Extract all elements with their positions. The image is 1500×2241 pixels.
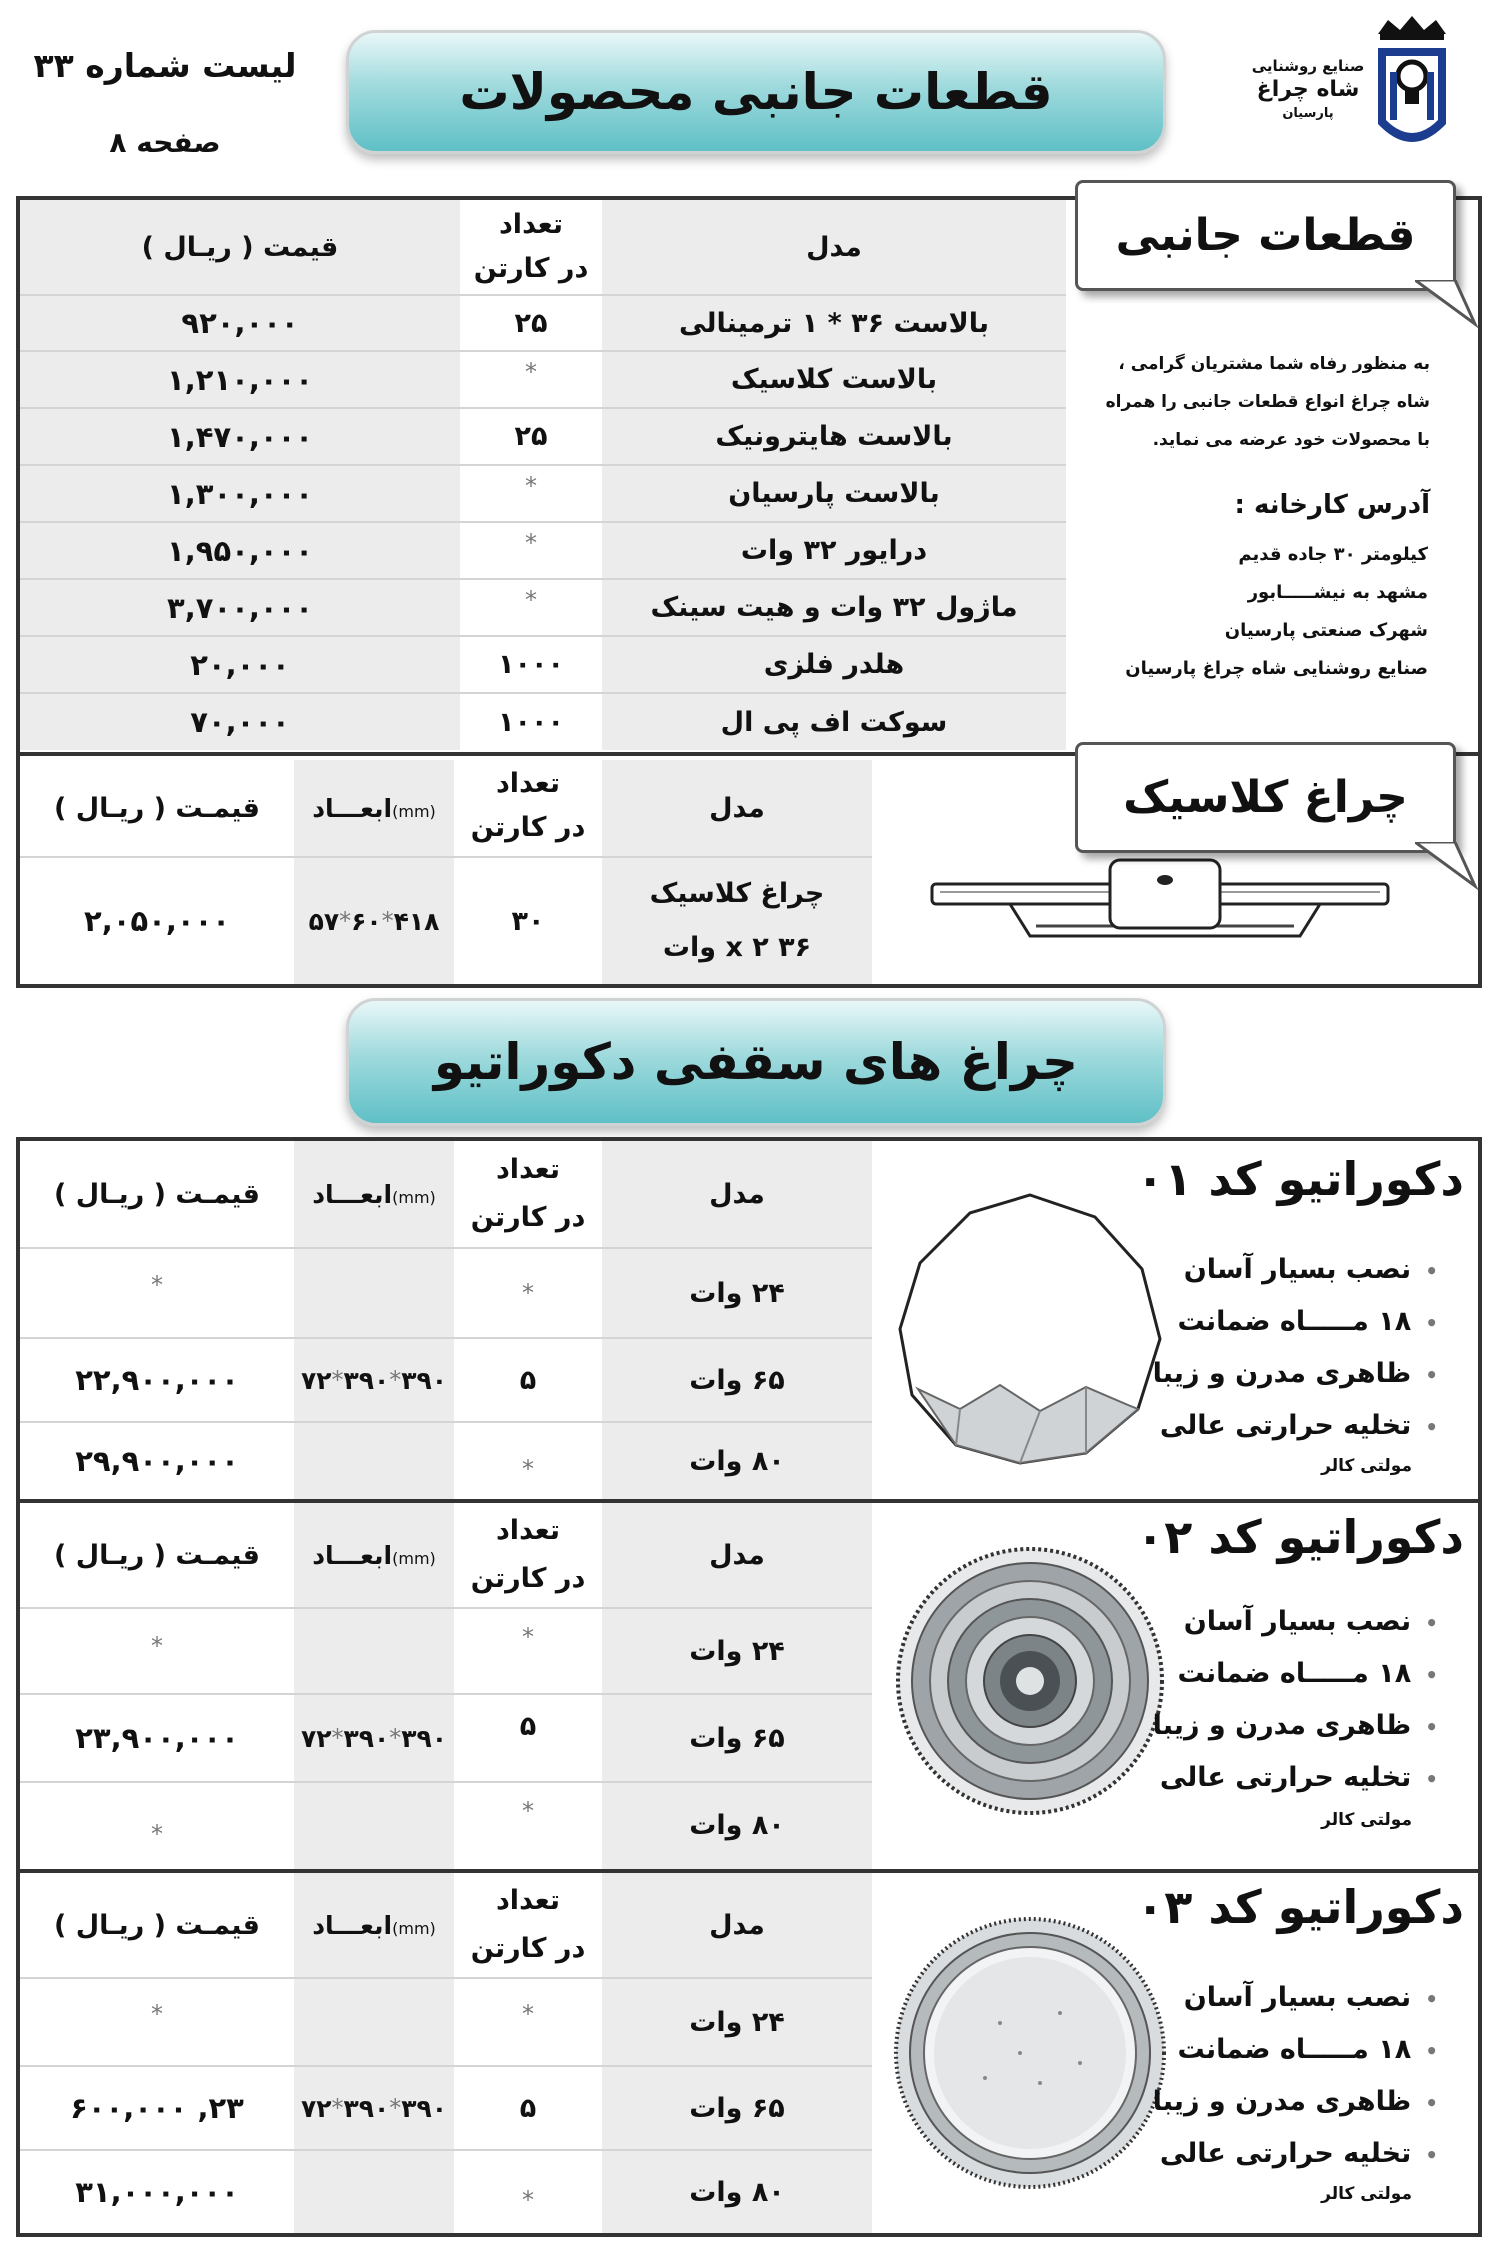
table-cell-price: ۷۰,۰۰۰ xyxy=(190,705,290,739)
table-cell-count: * xyxy=(525,358,537,386)
product-title: دکوراتیو کد ۰۳ xyxy=(1136,1880,1464,1934)
table-cell-count: ۱۰۰۰ xyxy=(498,649,564,680)
dim-height: ۷۲ xyxy=(300,1365,332,1395)
dim-width: ۶۰ xyxy=(351,906,382,936)
table-cell-model: ۸۰ وات xyxy=(689,1809,785,1841)
header-count xyxy=(454,1873,602,1977)
table-cell-price: * xyxy=(151,1632,163,1660)
feature-item: • ظاهری مدرن و زیبا xyxy=(1153,2076,1438,2128)
table-cell-price: ۲۳, ۶۰۰,۰۰۰ xyxy=(70,2091,244,2125)
table-cell-price: ۲۹,۹۰۰,۰۰۰ xyxy=(75,1444,239,1478)
table-cell-model: هلدر فلزی xyxy=(763,649,905,680)
feature-item: • ۱۸ مـــــاه ضمانت xyxy=(1153,2024,1438,2076)
feature-list xyxy=(1153,1972,1438,2180)
table-cell-model: بالاست ۳۶ * ۱ ترمینالی xyxy=(679,307,989,339)
dim-length: ۴۱۸ xyxy=(393,906,440,936)
table-cell-count: ۳۰ xyxy=(511,905,545,937)
table-cell-model: ۶۵ وات xyxy=(689,1364,785,1396)
address-line: کیلومتر ۳۰ جاده قدیم xyxy=(1238,544,1428,565)
address-line: مشهد به نیشـــــابور xyxy=(1247,582,1428,603)
feature-item: • ظاهری مدرن و زیبا xyxy=(1153,1348,1438,1400)
accessories-callout-label: قطعات جانبی xyxy=(1115,210,1416,261)
header-count-line1: تعداد xyxy=(495,1154,561,1185)
callout-tail-icon xyxy=(1415,842,1485,892)
feature-item: • نصب بسیار آسان xyxy=(1153,1972,1438,2024)
header-count-line2: در کارتن xyxy=(470,1202,586,1233)
header-count-line1: تعداد xyxy=(495,768,561,799)
header-model: مدل xyxy=(709,1178,765,1210)
table-cell-count: * xyxy=(525,586,537,614)
header-price: قیمـت ( ریـال ) xyxy=(54,1539,260,1571)
dims-label: ابعـــاد xyxy=(312,793,393,823)
header-count xyxy=(454,756,602,856)
multicolor-label: مولتی کالر xyxy=(1321,1810,1412,1830)
table-cell-count: * xyxy=(522,1455,534,1483)
section-banner xyxy=(346,998,1166,1126)
table-cell-model: ۲۴ وات xyxy=(689,1277,785,1309)
table-cell-dims: ۳۹۰ * ۳۹۰ * ۷۲ xyxy=(300,1723,448,1753)
table-cell-dims: ۴۱۸ * ۶۰ * ۵۷ xyxy=(308,906,440,936)
header-count xyxy=(454,1141,602,1247)
header-price: قیمـت ( ریـال ) xyxy=(54,792,260,824)
header-dims xyxy=(294,1141,454,1247)
header-price: قیمـت ( ریـال ) xyxy=(54,1178,260,1210)
table-cell-model xyxy=(602,858,872,984)
dims-unit: (mm) xyxy=(392,801,436,821)
table-cell-model: بالاست پارسیان xyxy=(728,478,940,509)
header-dims xyxy=(294,760,454,856)
dim-length: ۳۹۰ xyxy=(401,1365,448,1395)
dim-width: ۳۹۰ xyxy=(343,1365,390,1395)
header-model: مدل xyxy=(709,1539,765,1571)
table-cell-count: ۲۵ xyxy=(514,307,548,339)
dims-label: ابعـــاد xyxy=(312,1910,393,1940)
table-cell-count: * xyxy=(522,1797,534,1825)
page-title: قطعات جانبی محصولات xyxy=(459,63,1053,121)
multicolor-label: مولتی کالر xyxy=(1321,1456,1412,1476)
feature-item: • ۱۸ مـــــاه ضمانت xyxy=(1153,1648,1438,1700)
table-cell-model: ۸۰ وات xyxy=(689,2176,785,2208)
address-text xyxy=(1080,536,1428,688)
header-price: قیمت ( ریـال ) xyxy=(141,231,339,263)
table-cell-count: ۱۰۰۰ xyxy=(498,706,564,738)
dims-unit: (mm) xyxy=(392,1187,436,1207)
dim-height: ۷۲ xyxy=(300,2093,332,2123)
product-title: دکوراتیو کد ۰۲ xyxy=(1136,1510,1464,1564)
table-cell-model: ۲۴ وات xyxy=(689,2006,785,2038)
table-cell-price: ۱,۲۱۰,۰۰۰ xyxy=(167,362,313,397)
callout-tail-icon xyxy=(1415,280,1485,330)
table-cell-dims: ۳۹۰ * ۳۹۰ * ۷۲ xyxy=(300,2093,448,2123)
classic-callout-label: چراغ کلاسیک xyxy=(1123,772,1408,823)
table-cell-price: ۲۳,۹۰۰,۰۰۰ xyxy=(75,1721,239,1755)
table-cell-count: ۵ xyxy=(519,2092,537,2124)
decorative-02-image xyxy=(890,1541,1170,1821)
address-line: صنایع روشنایی شاه چراغ پارسیان xyxy=(1125,658,1428,679)
model-line1: چراغ کلاسیک xyxy=(649,878,825,909)
table-cell-model: سوکت اف پی ال xyxy=(720,706,948,738)
header-count-line2: در کارتن xyxy=(470,1933,586,1964)
table-cell-price: ۱,۹۵۰,۰۰۰ xyxy=(167,533,313,568)
header-price: قیمـت ( ریـال ) xyxy=(54,1909,260,1941)
table-cell-count: ۵ xyxy=(519,1710,537,1742)
header-count-line2: در کارتن xyxy=(470,1563,586,1594)
table-cell-model: ۶۵ وات xyxy=(689,1722,785,1754)
logo-line-2: شاه چراغ xyxy=(1256,77,1360,102)
table-cell-count: ۲۵ xyxy=(514,421,548,452)
table-cell-dims: ۳۹۰ * ۳۹۰ * ۷۲ xyxy=(300,1365,448,1395)
header-count-line2: در کارتن xyxy=(473,253,589,284)
dims-unit: (mm) xyxy=(392,1918,436,1938)
table-cell-model: درایور ۳۲ وات xyxy=(740,535,928,566)
product-title: دکوراتیو کد ۰۱ xyxy=(1136,1152,1464,1206)
table-cell-model: بالاست هایترونیک xyxy=(715,421,953,452)
table-cell-price: ۲۲,۹۰۰,۰۰۰ xyxy=(75,1363,239,1397)
model-line2: ۳۶ x ۲ وات xyxy=(662,932,812,963)
table-cell-price: ۲۰,۰۰۰ xyxy=(190,647,290,682)
header-count-line1: تعداد xyxy=(495,1885,561,1916)
table-cell-count: * xyxy=(522,2186,534,2214)
feature-list xyxy=(1153,1596,1438,1804)
table-cell-count: * xyxy=(525,472,537,500)
feature-item: • تخلیه حرارتی عالی xyxy=(1153,2128,1438,2180)
table-cell-count: * xyxy=(522,1623,534,1651)
feature-item: • نصب بسیار آسان xyxy=(1153,1244,1438,1296)
decorative-03-image xyxy=(890,1913,1170,2193)
address-line: شهرک صنعتی پارسیان xyxy=(1224,620,1428,641)
list-number: لیست شماره ۳۳ xyxy=(33,46,297,85)
feature-item: • ظاهری مدرن و زیبا xyxy=(1153,1700,1438,1752)
table-cell-count: * xyxy=(525,529,537,557)
title-banner xyxy=(346,30,1166,154)
classic-lamp-image xyxy=(920,840,1400,970)
header-model: مدل xyxy=(806,231,862,263)
dims-label: ابعـــاد xyxy=(312,1179,393,1209)
header-count xyxy=(454,1503,602,1607)
dims-unit: (mm) xyxy=(392,1548,436,1568)
dims-label: ابعـــاد xyxy=(312,1540,393,1570)
table-cell-price: ۱,۴۷۰,۰۰۰ xyxy=(167,419,313,454)
table-cell-price: ۲,۰۵۰,۰۰۰ xyxy=(84,904,230,938)
feature-item: • نصب بسیار آسان xyxy=(1153,1596,1438,1648)
page-number: صفحه ۸ xyxy=(109,126,221,159)
dim-height: ۷۲ xyxy=(300,1723,332,1753)
table-cell-model: بالاست کلاسیک xyxy=(730,364,938,395)
header-count-line1: تعداد xyxy=(495,1515,561,1546)
header-count-line1: تعداد xyxy=(498,209,564,240)
header-count xyxy=(460,200,602,294)
table-cell-model: ۲۴ وات xyxy=(689,1635,785,1667)
table-cell-count: * xyxy=(522,1279,534,1307)
dim-width: ۳۹۰ xyxy=(343,2093,390,2123)
table-cell-price: * xyxy=(151,2000,163,2028)
accessories-callout xyxy=(1075,180,1456,291)
header-dims xyxy=(294,1503,454,1607)
table-cell-price: * xyxy=(151,1271,163,1299)
table-cell-price: ۳۱,۰۰۰,۰۰۰ xyxy=(75,2175,239,2209)
logo-line-3: پارسیان xyxy=(1282,106,1334,121)
header-dims xyxy=(294,1873,454,1977)
table-cell-price: ۳,۷۰۰,۰۰۰ xyxy=(167,590,313,625)
table-cell-price: * xyxy=(151,1820,163,1848)
address-title: آدرس کارخانه : xyxy=(1234,490,1430,520)
header-model: مدل xyxy=(709,1909,765,1941)
header-model: مدل xyxy=(709,792,765,824)
dim-height: ۵۷ xyxy=(308,906,340,936)
table-cell-model: ۶۵ وات xyxy=(689,2092,785,2124)
intro-text xyxy=(1080,345,1430,459)
table-cell-price: ۱,۳۰۰,۰۰۰ xyxy=(167,476,313,511)
section-title: چراغ های سقفی دکوراتیو xyxy=(433,1033,1079,1091)
classic-callout xyxy=(1075,742,1456,853)
feature-item: • تخلیه حرارتی عالی xyxy=(1153,1752,1438,1804)
table-cell-price: ۹۲۰,۰۰۰ xyxy=(181,306,299,340)
header-count-line2: در کارتن xyxy=(470,812,586,843)
feature-item: • تخلیه حرارتی عالی xyxy=(1153,1400,1438,1452)
multicolor-label: مولتی کالر xyxy=(1321,2184,1412,2204)
table-cell-model: ماژول ۳۲ وات و هیت سینک xyxy=(650,592,1018,623)
intro-line: به منظور رفاه شما مشتریان گرامی ، xyxy=(1118,354,1430,374)
dim-length: ۳۹۰ xyxy=(401,2093,448,2123)
intro-line: شاه چراغ انواع قطعات جانبی را همراه xyxy=(1105,392,1430,412)
dim-length: ۳۹۰ xyxy=(401,1723,448,1753)
decorative-01-image xyxy=(890,1189,1170,1469)
intro-line: با محصولات خود عرضه می نماید. xyxy=(1152,430,1430,450)
feature-item: • ۱۸ مـــــاه ضمانت xyxy=(1153,1296,1438,1348)
dim-width: ۳۹۰ xyxy=(343,1723,390,1753)
table-cell-count: ۵ xyxy=(519,1364,537,1396)
feature-list xyxy=(1153,1244,1438,1452)
table-cell-model: ۸۰ وات xyxy=(689,1445,785,1477)
table-cell-count: * xyxy=(522,2000,534,2028)
logo-line-1: صنایع روشنایی xyxy=(1251,57,1365,75)
